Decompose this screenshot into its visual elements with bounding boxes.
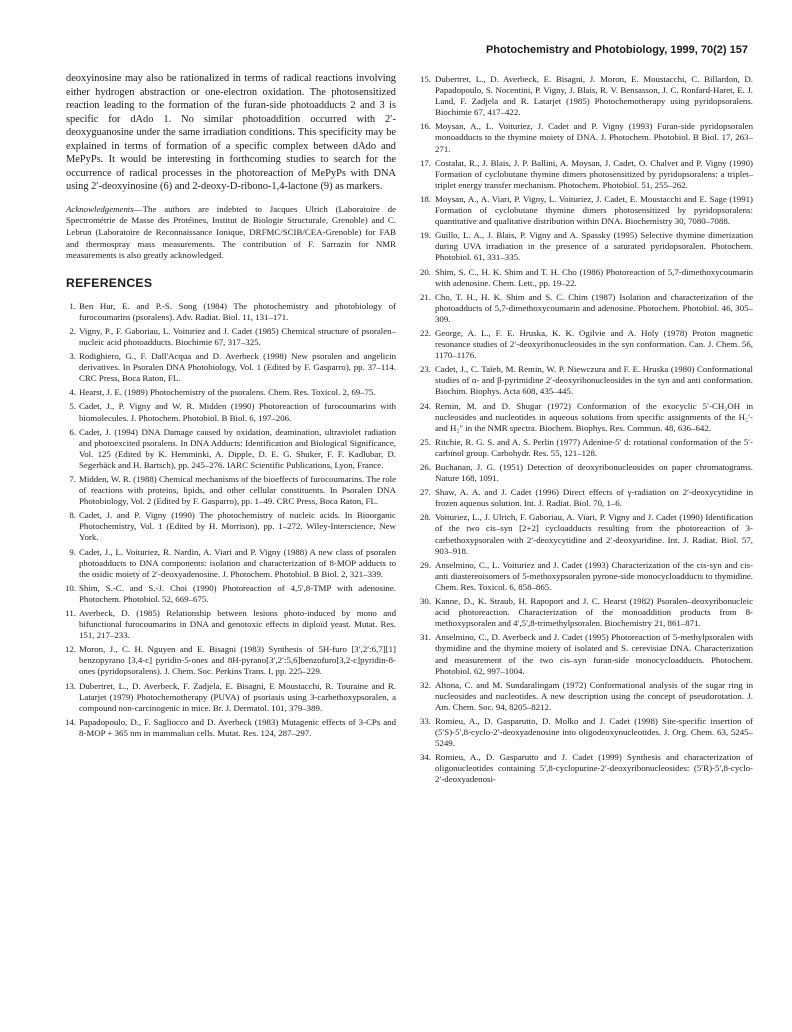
reference-item	[66, 427, 396, 471]
reference-text: Cadet, J. and P. Vigny (1990) The photochemistry of nucleic acids. In Bioorganic Photochemistry, Vol. 1 (Edited by H. Morrison), pp. 1–272. Wiley-Interscience, New York.	[79, 510, 396, 543]
reference-text: Midden, W. R. (1988) Chemical mechanisms of the bioeffects of furocoumarins. The role of reactions with proteins, lipids, and other cellular constituents. In Psoralen DNA Photobiology, Vol. 2 (Edited by F. Gasparro), pp. 1–49. CRC Press, Boca Raton, FL.	[79, 473, 396, 507]
reference-number: 24.	[419, 400, 431, 411]
reference-item	[421, 364, 753, 397]
reference-number: 20.	[419, 266, 431, 277]
reference-text: George, A. L., F. E. Hruska, K. K. Ogilvie and A. Holy (1978) Proton magnetic resonance studies of 2′-deoxyribonucleosides in the syn conformation. Can. J. Chem. 56, 1170–1176.	[435, 327, 753, 361]
reference-number: 33.	[419, 715, 431, 726]
references-heading: REFERENCES	[66, 275, 153, 290]
reference-text: Moysan, A., A. Viari, P. Vigny, L. Voituriez, J. Cadet, E. Moustacchi and E. Sage (1991) Formation of cyclobutane thymine dimers photosensitized by pyridopsoralens: quantitative and qualitative distribution within DNA. Biochemistry 30, 7080–7088.	[435, 193, 753, 227]
reference-item	[421, 401, 753, 434]
reference-number: 9.	[69, 546, 76, 557]
acknowledgements-lead: Acknowledgements	[66, 203, 134, 214]
reference-number: 31.	[419, 632, 431, 643]
reference-number: 4.	[69, 387, 76, 398]
reference-number: 15.	[419, 74, 431, 84]
reference-item	[66, 301, 396, 323]
reference-text: Anselmino, C., L. Voituriez and J. Cadet (1993) Characterization of the cis-syn and cis-anti diastereoisomers of 5-methoxypsoralen pyrone-side monocycloadducts to thymidine. Chem. Res. Toxicol. 6, 858–865.	[435, 559, 753, 592]
reference-number: 18.	[419, 193, 431, 204]
acknowledgements-text: —The authors are indebted to Jacques Ulrich (Laboratoire de Spectrométrie de Masse des Protéines, Institut de Biologie Structurale, Grenoble) and C. Lebrun (Laboratoire de Reconnaissance Ionique, DRFMC/SCIB/CEA-Grenoble) for FAB and thermospray mass measurements. The contribution of F. Sarrazin for NMR measurements is also greatly acknowledged.	[66, 203, 396, 261]
reference-text: Hearst, J. E. (1989) Photochemistry of the psoralens. Chem. Res. Toxicol. 2, 69–75.	[79, 387, 376, 398]
reference-item	[66, 401, 396, 423]
reference-text: Romieu, A., D. Gasparutto, D. Molko and J. Cadet (1998) Site-specific insertion of (5′S)-5′,8-cyclo-2′-deoxyadenosine into oligodeoxynucleotides. J. Org. Chem. 63, 5245–5249.	[435, 715, 753, 749]
reference-item	[66, 510, 396, 543]
reference-text: Shaw, A. A. and J. Cadet (1996) Direct effects of γ-radiation on 2′-deoxycytidine in frozen aqueous solution. Int. J. Radiat. Biol. 70, 1–6.	[435, 487, 753, 509]
right-column	[421, 74, 753, 789]
reference-number: 27.	[419, 487, 431, 498]
reference-number: 5.	[69, 401, 76, 412]
reference-item	[421, 74, 753, 118]
reference-text: Dubertret, L., D. Averbeck, F. Zadjela, E. Bisagni, E Moustacchi, R. Touraine and R. Latarjet (1979) Photochemotherapy (PUVA) of psoriasis using 3-carbethoxypsoralen, a compound non-carcinogenic in mice. Br. J. Dermatol. 101, 379–389.	[79, 680, 396, 713]
reference-item	[421, 752, 753, 785]
reference-text: Averbeck, D. (1985) Relationship between lesions photo-induced by mono and bifunctional furocoumarins in DNA and genotoxic effects in diploïd yeast. Mutat. Res. 151, 217–233.	[79, 608, 396, 641]
reference-text: Rodighiero, G., F. Dall'Acqua and D. Averbeck (1998) New psoralen and angelicin derivatives. In Psoralen DNA Photobiology, Vol. 1 (Edited by F. Gasparro), pp. 37–114. CRC Press, Boca Raton, FL.	[79, 351, 396, 384]
reference-number: 7.	[69, 473, 76, 484]
reference-item	[421, 158, 753, 191]
reference-number: 13.	[64, 680, 76, 691]
reference-item	[66, 608, 396, 641]
reference-text: Shim, S. C., H. K. Shim and T. H. Cho (1986) Photoreaction of 5,7-dimethoxycoumarin with adenosine. Chem. Lett., pp. 19–22.	[435, 266, 753, 288]
reference-item	[421, 716, 753, 749]
reference-item	[421, 462, 753, 484]
reference-number: 30.	[419, 596, 431, 607]
reference-text: Dubertret, L., D. Averbeck, E. Bisagni, J. Moron, E. Moustacchi, C. Billardon, D. Papadopoulo, S. Nocentini, P. Vigny, J. Blais, R. V. Bensasson, J. C. Ronfard-Haret, E. J. Land, F. Zadjela and R. Latarjet (1985) Photochemotherapy using pyridopsoralens. Biochimie 67, 417–422.	[435, 74, 753, 118]
reference-text: Cadet, J., P. Vigny and W. R. Midden (1990) Photoreaction of furocoumarins with biomolecules. J. Photochem. Photobiol. B Biol. 6, 197–206.	[79, 401, 396, 423]
reference-text: Kanne, D., K. Straub, H. Rapoport and J. C. Hearst (1982) Psoralen–deoxyribonucleic acid photoreaction. Characterization of the monoaddition products from 8-methoxypsoralen and 4′,5′,8-trimethylpsoralen. Biochemistry 21, 861–871.	[435, 596, 753, 629]
reference-number: 16.	[419, 121, 431, 132]
reference-number: 34.	[419, 752, 431, 763]
reference-item	[66, 583, 396, 605]
reference-number: 8.	[69, 510, 76, 521]
reference-number: 21.	[419, 291, 431, 302]
reference-text: Anselmino, C., D. Averbeck and J. Cadet (1995) Photoreaction of 5-methylpsoralen with thymidine and the thymine moiety of isolated and S. cerevisiae DNA. Characterization and measurement of the two cis–syn furan-side monocycloadducts. Photochem. Photobiol. 62, 997–1004.	[435, 632, 753, 676]
reference-text: Remin, M. and D. Shugar (1972) Conformation of the exocyclic 5′-CH₂OH in nucleosides and nucleotides in aqueous solutions from specific assignments of the H₅′- and H₅″ in the NMR spectra. Biochem. Biophys. Res. Commun. 48, 636–642.	[435, 400, 753, 433]
reference-item	[66, 547, 396, 580]
reference-number: 25.	[419, 436, 431, 447]
reference-item	[421, 194, 753, 227]
reference-item	[421, 560, 753, 593]
reference-text: Cadet, J., C. Taïeb, M. Remin, W. P. Niewczura and F. E. Hruska (1980) Conformational studies of α- and β-pyrimidine 2′-deoxyribonucleosides in the syn and anti conformation. Biochim. Biophys. Acta 608, 435–445.	[435, 364, 753, 397]
reference-number: 2.	[69, 325, 76, 336]
reference-item	[421, 121, 753, 154]
reference-item	[66, 644, 396, 677]
reference-text: Ritchie, R. G. S. and A. S. Perlin (1977) Adenine-5′ d: rotational conformation of the 5′-carbinol group. Carbohydr. Res. 55, 121–128.	[435, 436, 753, 458]
reference-item	[66, 474, 396, 507]
reference-text: Cadet, J. (1994) DNA Damage caused by oxidation, deamination, ultraviolet radiation and photoexcited psoralens. In DNA Adducts: Identification and Biological Significance, Vol. 125 (Edited by K. Hemminki, A. Dipple, D. E. G. Shuker, F. F. Kadlubar, D. Segerbäck and H. Bartsch), pp. 245–276. IARC Scientific Publications, Lyon, France.	[79, 426, 396, 470]
reference-number: 12.	[64, 644, 76, 655]
reference-number: 22.	[419, 327, 431, 338]
reference-item	[421, 596, 753, 629]
reference-item	[421, 487, 753, 509]
reference-item	[421, 230, 753, 263]
reference-text: Voituriez, L., J. Ulrich, F. Gaboriau, A. Viari, P. Vigny and J. Cadet (1990) Identification of the two cis–syn [2+2] cycloadducts resulting from the photoreaction of 3-carbethoxypsoralen with 2′-deoxycytidine and 2′-deoxyuridine. Int. J. Radiat. Biol. 57, 903–918.	[435, 512, 753, 556]
reference-item	[421, 680, 753, 713]
reference-number: 10.	[64, 582, 76, 593]
reference-number: 23.	[419, 364, 431, 375]
reference-number: 29.	[419, 559, 431, 570]
reference-number: 14.	[64, 716, 76, 727]
reference-item	[66, 717, 396, 739]
reference-text: Moysan, A., L. Voituriez, J. Cadet and P. Vigny (1993) Furan-side pyridopsoralen monoadducts to the thymine moiety of DNA. J. Photochem. Photobiol. B Biol. 17, 263–271.	[435, 121, 753, 154]
reference-text: Ben Hur, E. and P.-S. Song (1984) The photochemistry and photobiology of furocoumarins (psoralens). Adv. Radiat. Biol. 11, 131–171.	[79, 300, 396, 322]
reference-item	[66, 351, 396, 384]
reference-item	[421, 328, 753, 361]
reference-item	[421, 512, 753, 556]
reference-number: 3.	[69, 351, 76, 362]
reference-item	[421, 292, 753, 325]
reference-text: Guillo, L. A., J. Blais, P. Vigny and A. Spassky (1995) Selective thymine dimerization during UVA irradiation in the presence of a saturated pyridopsoralen. Photochem. Photobiol. 61, 331–335.	[435, 230, 753, 263]
reference-number: 1.	[69, 300, 76, 311]
reference-text: Altona, C. and M. Sundaralingam (1972) Conformational analysis of the sugar ring in nucleosides and nucleotides. A new description using the concept of pseudorotation. J. Am. Chem. Soc. 94, 8205–8212.	[435, 679, 753, 712]
references-list-right	[421, 74, 753, 786]
reference-number: 28.	[419, 512, 431, 523]
left-column	[66, 72, 396, 742]
reference-text: Costalat, R., J. Blais, J. P. Ballini, A. Moysan, J. Cadet, O. Chalvet and P. Vigny (1990) Formation of cyclobutane thymine dimers photosensitized by pyridopsoralens: a triplet–triplet energy transfer mechanism. Photochem. Photobiol. 51, 255–262.	[435, 157, 753, 190]
reference-number: 19.	[419, 230, 431, 241]
reference-number: 17.	[419, 157, 431, 168]
reference-text: Cho, T. H., H. K. Shim and S. C. Chim (1987) Isolation and characterization of the photoadducts of 5,7-dimethoxycoumarin and adenosine. Photochem. Photobiol. 46, 305–309.	[435, 291, 753, 324]
reference-item	[421, 632, 753, 676]
reference-text: Cadet, J., L. Voituriez, R. Nardin, A. Viari and P. Vigny (1988) A new class of psoralen photoadducts to DNA components: isolation and characterization of 8-MOP adducts to the osidic moiety of 2′-deoxyadenosine. J. Photochem. Photobiol. B Biol. 2, 321–339.	[79, 546, 396, 579]
reference-number: 11.	[65, 608, 76, 618]
reference-text: Romieu, A., D. Gasparutto and J. Cadet (1999) Synthesis and characterization of oligonucleotides containing 5′,8-cyclopurine-2′-deoxyribonucleosides: (5′R)-5′,8-cyclo-2′-deoxyadenosi-	[435, 752, 753, 785]
reference-item	[66, 387, 396, 398]
acknowledgements	[66, 204, 396, 262]
reference-number: 26.	[419, 462, 431, 472]
reference-item	[421, 267, 753, 289]
reference-item	[421, 437, 753, 459]
body-paragraph: deoxyinosine may also be rationalized in terms of radical reactions involving either hydrogen abstraction or one-electron oxidation. The photosensitized reaction leading to the formation of the furan-side photoadducts 2 and 3 is specific for dAdo 1. No similar photoaddition occurred with 2′-deoxyguanosine under the same irradiation conditions. This specificity may be explained in terms of formation of a specific complex between dAdo and MePyPs. It would be interesting in forthcoming studies to search for the occurrence of radical processes in the photoreaction of MePyPs with DNA using 2′-deoxyinosine (6) and 2-deoxy-D-ribono-1,4-lactone (9) as markers.	[66, 73, 396, 193]
reference-item	[66, 326, 396, 348]
reference-item	[66, 681, 396, 714]
reference-text: Shim, S.-C. and S.-J. Choi (1990) Photoreaction of 4,5′,8-TMP with adenosine. Photochem. Photobiol. 52, 669–675.	[79, 582, 396, 604]
reference-text: Papadopoulo, D., F. Sagliocco and D. Averbeck (1983) Mutagenic effects of 3-CPs and 8-MOP + 365 nm in mammalian cells. Mutat. Res. 124, 287–297.	[79, 716, 396, 738]
reference-text: Moron, J., C. H. Nguyen and E. Bisagni (1983) Synthesis of 5H-furo [3′,2′:6,7][1] benzopyrano [3,4-c] pyridin-5-ones and 8H-pyrano[3′,2′:5,6]benzofuro[3,2-c]pyridin-8-ones (pyridopsoralens). J. Chem. Soc. Perkins Trans. I, pp. 225–229.	[79, 644, 396, 677]
reference-number: 32.	[419, 679, 431, 690]
reference-text: Buchanan, J. G. (1951) Detection of deoxyribonucleosides on paper chromatograms. Nature 168, 1091.	[435, 462, 753, 484]
reference-text: Vigny, P., F. Gaboriau, L. Voituriez and J. Cadet (1985) Chemical structure of psoralen–nucleic acid photoadducts. Biochimie 67, 317–325.	[79, 325, 396, 347]
running-head: Photochemistry and Photobiology, 1999, 70(2) 157	[485, 44, 748, 56]
reference-number: 6.	[69, 426, 76, 437]
references-list-left	[66, 301, 396, 739]
